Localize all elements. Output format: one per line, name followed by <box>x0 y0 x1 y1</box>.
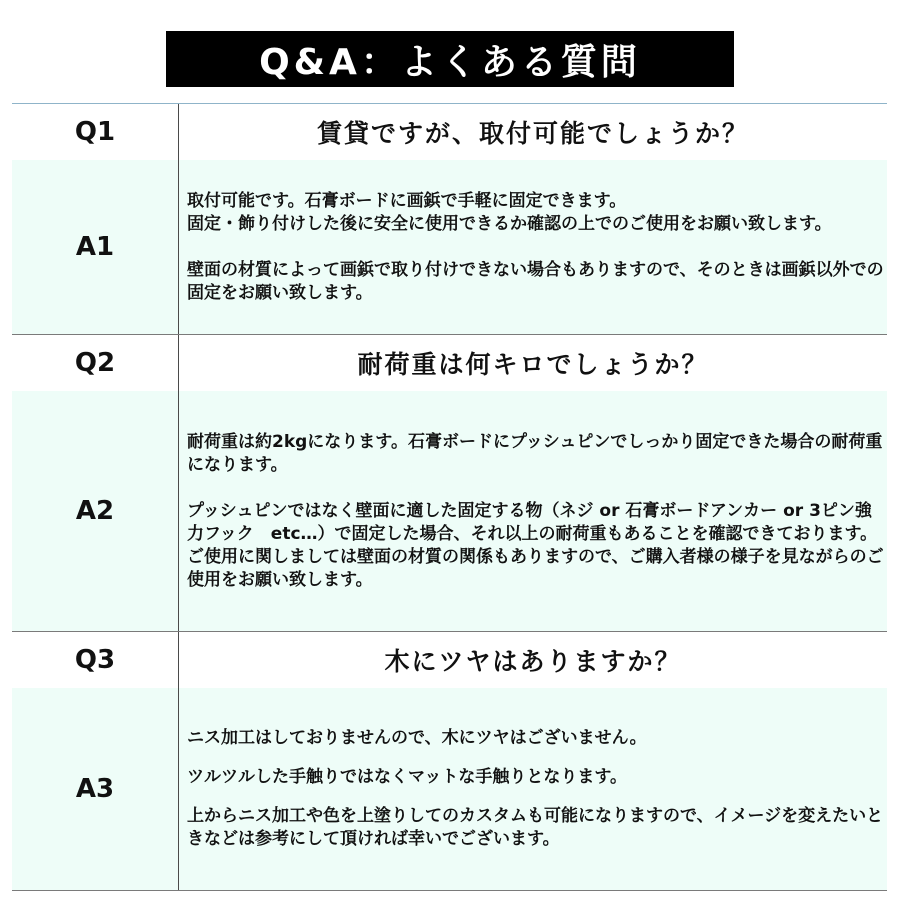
answer-text-1 <box>179 160 887 334</box>
question-text-2: 耐荷重は何キロでしょうか？ <box>357 350 709 379</box>
answer-label-2: A2 <box>12 391 179 631</box>
question-text-3: 木にツヤはありますか？ <box>384 647 682 676</box>
question-label-3: Q3 <box>12 632 179 688</box>
answer-row-1 <box>12 160 887 334</box>
answer-1-paragraph: 固定・飾り付けした後に安全に使用できるか確認の上でのご使用をお願い致します。 <box>187 213 832 234</box>
question-row-3 <box>12 631 887 688</box>
question-row-2 <box>12 334 887 391</box>
answer-1-paragraph: 取付可能です。石膏ボードに画鋲で手軽に固定できます。 <box>187 190 627 211</box>
answer-3-paragraph: ニス加工はしておりませんので、木にツヤはございません。 <box>187 728 647 748</box>
question-label-2: Q2 <box>12 335 179 391</box>
question-text-1: 賃貸ですが、取付可能でしょうか？ <box>316 119 749 148</box>
answer-2-paragraph: 耐荷重は約2kgになります。石膏ボードにプッシュピンでしっかり固定できた場合の耐荷重になります。 <box>187 431 883 475</box>
answer-row-3 <box>12 688 887 891</box>
page-title: Q&A：よくある質問 <box>166 31 734 87</box>
answer-1-paragraph: 壁面の材質によって画鋲で取り付けできない場合もありますので、そのときは画鋲以外での固定をお願い致します。 <box>187 259 884 303</box>
answer-label-3: A3 <box>12 688 179 890</box>
answer-text-2 <box>179 391 887 631</box>
faq-table <box>12 103 887 891</box>
answer-2-paragraph: プッシュピンではなく壁面に適した固定する物（ネジ or 石膏ボードアンカー or 3ピン強力フック etc…）で固定した場合、それ以上の耐荷重もあることを確認できております。 <box>187 500 878 544</box>
question-row-1 <box>12 103 887 160</box>
answer-row-2 <box>12 391 887 631</box>
answer-2-paragraph: ご使用に関しましては壁面の材質の関係もありますので、ご購入者様の様子を見ながらのご使用をお願い致します。 <box>187 546 884 590</box>
question-label-1: Q1 <box>12 104 179 160</box>
answer-text-3 <box>179 688 887 890</box>
answer-3-paragraph: ツルツルした手触りではなくマットな手触りとなります。 <box>187 767 627 787</box>
answer-3-paragraph: 上からニス加工や色を上塗りしてのカスタムも可能になりますので、イメージを変えたいときなどは参考にして頂ければ幸いでございます。 <box>187 806 884 849</box>
answer-label-1: A1 <box>12 160 179 334</box>
